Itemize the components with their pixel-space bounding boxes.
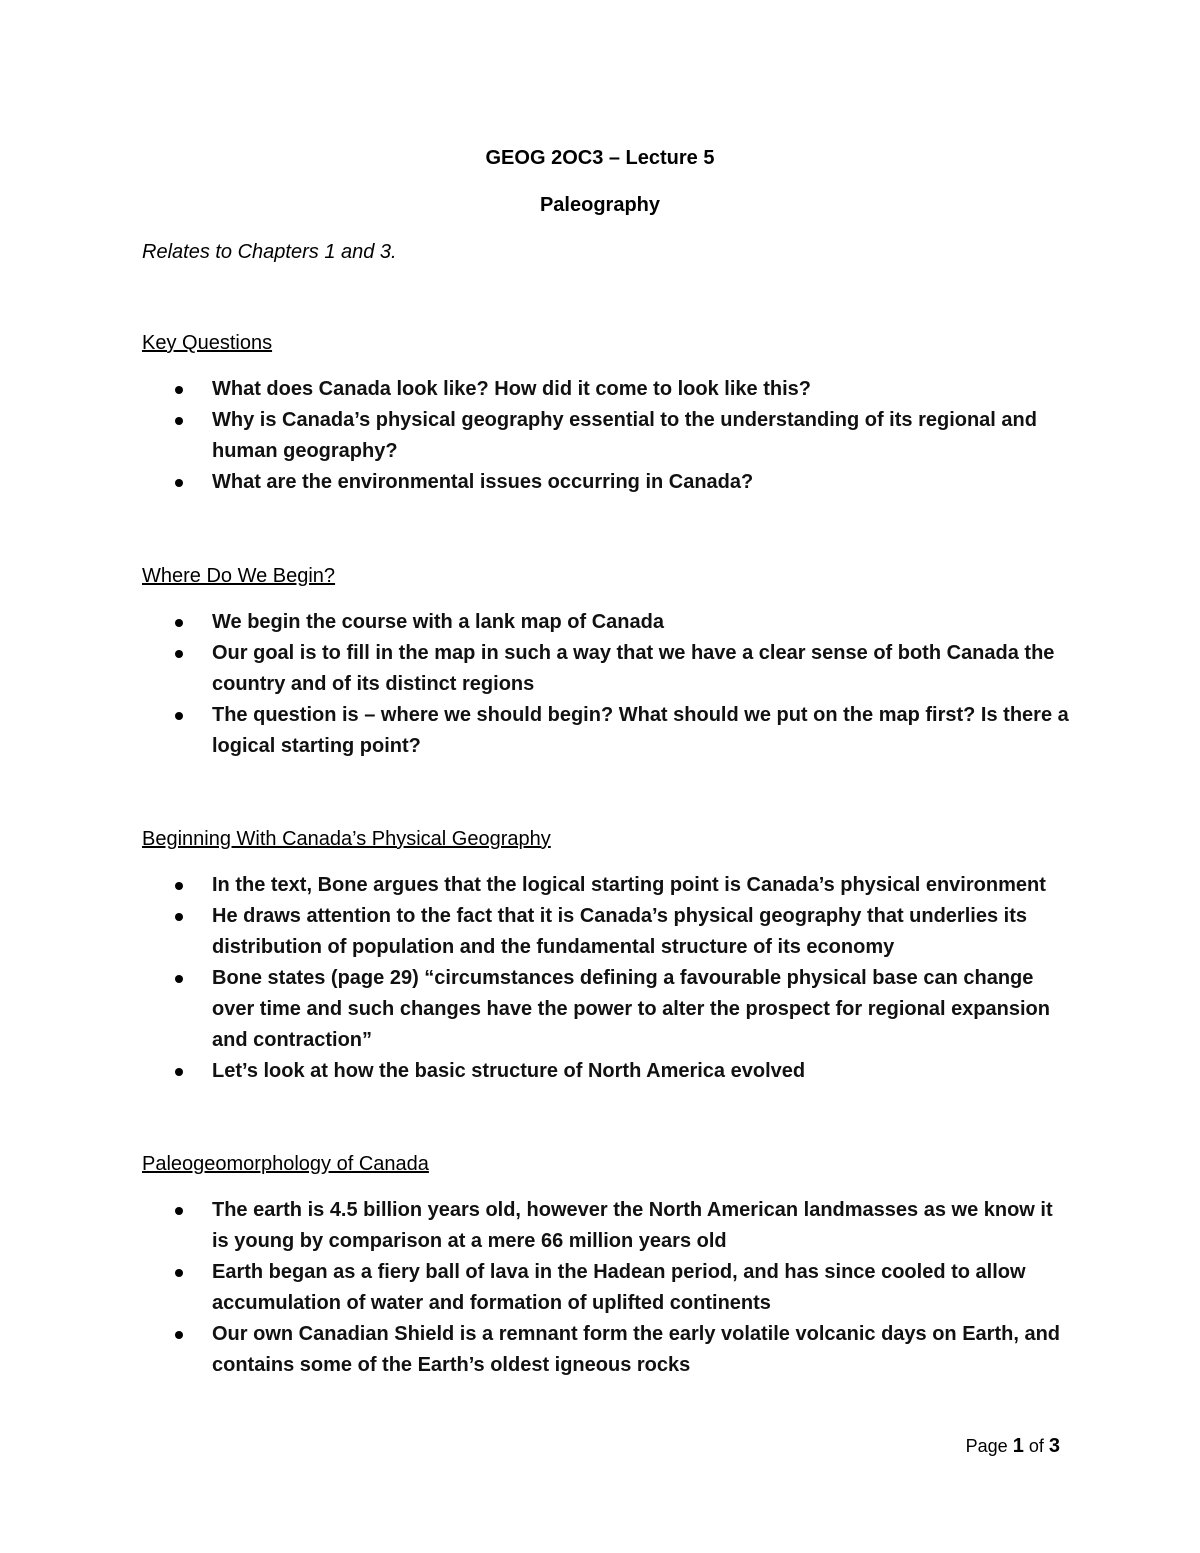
bullet-icon xyxy=(175,1269,183,1277)
page-total: 3 xyxy=(1048,1435,1060,1457)
bullet-icon xyxy=(175,1207,183,1215)
section-heading: Where Do We Begin? xyxy=(142,565,336,587)
bullet-icon xyxy=(175,1068,183,1076)
bullet-icon xyxy=(175,882,183,890)
list-item xyxy=(142,901,1072,963)
list-item xyxy=(142,1195,1072,1257)
list-item xyxy=(142,700,1072,762)
list-item xyxy=(142,607,1072,638)
page-current: 1 xyxy=(1012,1435,1024,1457)
bullet-list xyxy=(142,1195,1072,1381)
list-item xyxy=(142,870,1072,901)
bullet-icon xyxy=(175,913,183,921)
list-item-text: He draws attention to the fact that it is Canada’s physical geography that underlies its distribution of population and the fundamental structure of its economy xyxy=(212,905,1027,958)
document-title: GEOG 2OC3 – Lecture 5 xyxy=(485,147,715,169)
bullet-icon xyxy=(175,386,183,394)
bullet-icon xyxy=(175,650,183,658)
list-item xyxy=(142,638,1072,700)
page-word: Page xyxy=(965,1436,1008,1456)
bullet-list xyxy=(142,870,1072,1087)
section-heading: Beginning With Canada’s Physical Geography xyxy=(142,828,551,850)
bullet-icon xyxy=(175,619,183,627)
list-item xyxy=(142,1257,1072,1319)
list-item xyxy=(142,467,1072,498)
section-key-questions xyxy=(142,331,1072,498)
bullet-icon xyxy=(175,975,183,983)
section-heading: Paleogeomorphology of Canada xyxy=(142,1153,429,1175)
list-item-text: Why is Canada’s physical geography essential to the understanding of its regional and human geography? xyxy=(212,409,1037,462)
list-item xyxy=(142,374,1072,405)
list-item-text: Bone states (page 29) “circumstances defining a favourable physical base can change over time and such changes have the power to alter the prospect for regional expansion and contraction” xyxy=(212,967,1050,1051)
of-word: of xyxy=(1028,1436,1044,1456)
list-item-text: What are the environmental issues occurring in Canada? xyxy=(212,471,754,493)
page-number xyxy=(966,1434,1060,1458)
list-item-text: We begin the course with a lank map of Canada xyxy=(212,611,664,633)
bullet-list xyxy=(142,374,1072,498)
bullet-icon xyxy=(175,417,183,425)
list-item-text: Earth began as a fiery ball of lava in the Hadean period, and has since cooled to allow accumulation of water and formation of uplifted continents xyxy=(212,1261,1026,1314)
list-item xyxy=(142,963,1072,1056)
list-item-text: Our own Canadian Shield is a remnant form the early volatile volcanic days on Earth, and contains some of the Earth’s oldest igneous rocks xyxy=(212,1323,1060,1376)
list-item-text: The question is – where we should begin? What should we put on the map first? Is there a logical starting point? xyxy=(212,704,1069,757)
section-where-begin xyxy=(142,564,1072,762)
list-item-text: In the text, Bone argues that the logical starting point is Canada’s physical environment xyxy=(212,874,1046,896)
bullet-icon xyxy=(175,479,183,487)
bullet-list xyxy=(142,607,1072,762)
section-heading: Key Questions xyxy=(142,332,273,354)
bullet-icon xyxy=(175,712,183,720)
list-item-text: What does Canada look like? How did it come to look like this? xyxy=(212,378,811,400)
section-physical-geography xyxy=(142,827,1072,1087)
list-item-text: The earth is 4.5 billion years old, however the North American landmasses as we know it is young by comparison at a mere 66 million years old xyxy=(212,1199,1053,1252)
list-item xyxy=(142,405,1072,467)
chapter-note: Relates to Chapters 1 and 3. xyxy=(142,241,397,263)
list-item xyxy=(142,1319,1072,1381)
list-item-text: Let’s look at how the basic structure of North America evolved xyxy=(212,1060,806,1082)
section-paleogeomorphology xyxy=(142,1152,1072,1381)
list-item-text: Our goal is to fill in the map in such a way that we have a clear sense of both Canada the country and of its distinct regions xyxy=(212,642,1055,695)
document-subtitle: Paleography xyxy=(539,194,661,216)
list-item xyxy=(142,1056,1072,1087)
bullet-icon xyxy=(175,1331,183,1339)
